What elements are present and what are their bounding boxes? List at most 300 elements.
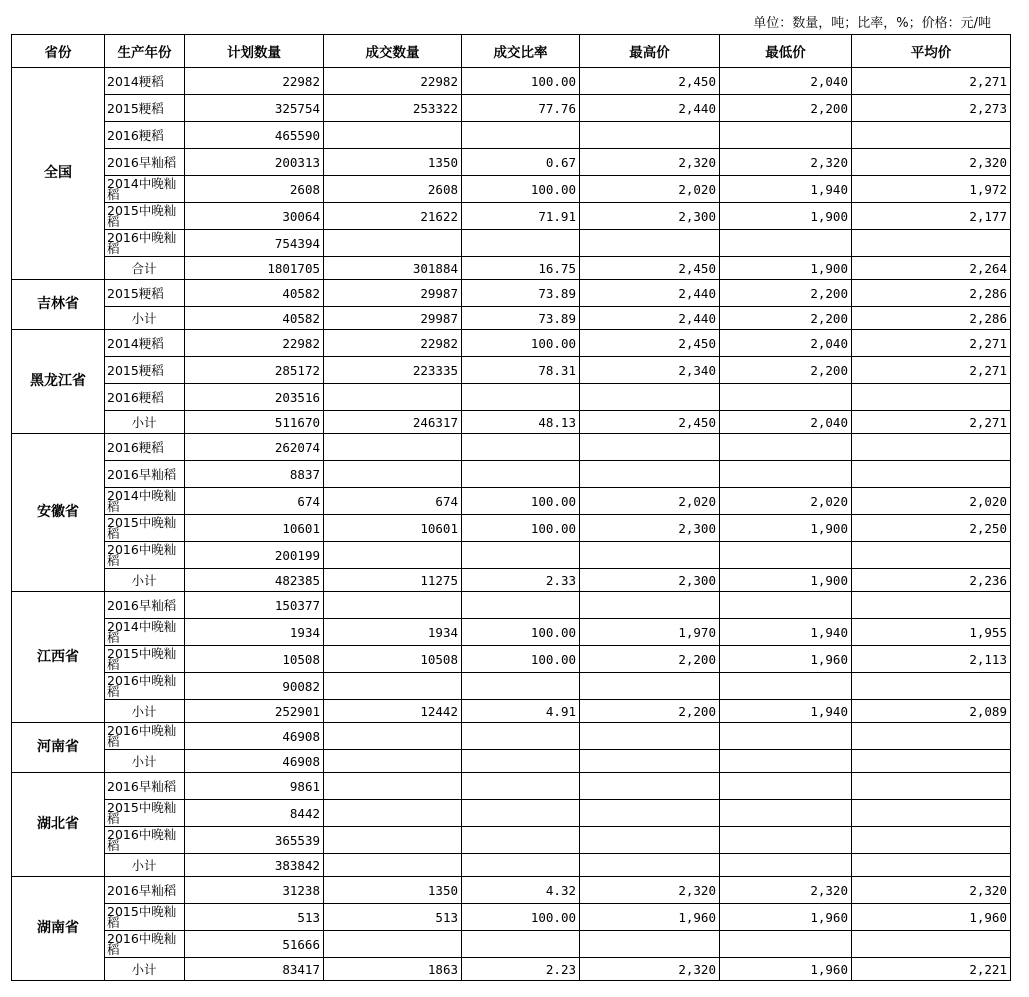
planned-cell: 10508 <box>185 646 324 673</box>
traded-cell <box>324 122 462 149</box>
traded-cell <box>324 931 462 958</box>
ratio-cell: 100.00 <box>462 176 580 203</box>
planned-cell: 200199 <box>185 542 324 569</box>
planned-cell: 383842 <box>185 854 324 877</box>
year-cell: 2016中晚籼稻 <box>105 230 185 257</box>
min-price-cell: 1,900 <box>720 569 852 592</box>
planned-cell: 200313 <box>185 149 324 176</box>
avg-price-cell: 2,221 <box>852 958 1011 981</box>
min-price-cell: 1,940 <box>720 700 852 723</box>
planned-cell: 46908 <box>185 750 324 773</box>
max-price-cell <box>580 931 720 958</box>
ratio-cell <box>462 230 580 257</box>
min-price-cell <box>720 773 852 800</box>
planned-cell: 8442 <box>185 800 324 827</box>
avg-price-cell: 2,271 <box>852 357 1011 384</box>
year-cell: 2016中晚籼稻 <box>105 673 185 700</box>
planned-cell: 482385 <box>185 569 324 592</box>
header-avg-price: 平均价 <box>852 35 1011 68</box>
planned-cell: 31238 <box>185 877 324 904</box>
max-price-cell: 2,450 <box>580 330 720 357</box>
year-cell: 小计 <box>105 307 185 330</box>
year-cell: 小计 <box>105 700 185 723</box>
traded-cell: 22982 <box>324 330 462 357</box>
header-min-price: 最低价 <box>720 35 852 68</box>
year-cell: 2015中晚籼稻 <box>105 800 185 827</box>
ratio-cell: 0.67 <box>462 149 580 176</box>
avg-price-cell <box>852 800 1011 827</box>
table-row <box>12 515 1011 542</box>
traded-cell <box>324 800 462 827</box>
table-row <box>12 461 1011 488</box>
max-price-cell: 2,300 <box>580 515 720 542</box>
avg-price-cell: 2,271 <box>852 68 1011 95</box>
min-price-cell <box>720 230 852 257</box>
min-price-cell <box>720 673 852 700</box>
traded-cell: 29987 <box>324 307 462 330</box>
table-row <box>12 257 1011 280</box>
ratio-cell: 2.33 <box>462 569 580 592</box>
min-price-cell <box>720 122 852 149</box>
max-price-cell: 2,020 <box>580 176 720 203</box>
ratio-cell: 100.00 <box>462 68 580 95</box>
auction-results-table <box>11 34 1011 981</box>
unit-note: 单位：数量，吨；比率，%；价格：元/吨 <box>753 16 991 31</box>
avg-price-cell <box>852 827 1011 854</box>
planned-cell: 40582 <box>185 307 324 330</box>
max-price-cell: 2,450 <box>580 411 720 434</box>
min-price-cell <box>720 592 852 619</box>
province-cell: 安徽省 <box>12 434 105 592</box>
avg-price-cell: 2,020 <box>852 488 1011 515</box>
traded-cell: 29987 <box>324 280 462 307</box>
max-price-cell <box>580 461 720 488</box>
min-price-cell <box>720 542 852 569</box>
planned-cell: 252901 <box>185 700 324 723</box>
min-price-cell: 2,040 <box>720 330 852 357</box>
avg-price-cell: 2,271 <box>852 411 1011 434</box>
avg-price-cell <box>852 384 1011 411</box>
table-row <box>12 931 1011 958</box>
traded-cell: 674 <box>324 488 462 515</box>
min-price-cell: 2,020 <box>720 488 852 515</box>
min-price-cell <box>720 827 852 854</box>
ratio-cell: 77.76 <box>462 95 580 122</box>
avg-price-cell <box>852 434 1011 461</box>
ratio-cell: 100.00 <box>462 904 580 931</box>
table-row <box>12 877 1011 904</box>
avg-price-cell: 1,955 <box>852 619 1011 646</box>
avg-price-cell: 2,113 <box>852 646 1011 673</box>
max-price-cell: 2,340 <box>580 357 720 384</box>
max-price-cell <box>580 854 720 877</box>
ratio-cell <box>462 434 580 461</box>
min-price-cell <box>720 854 852 877</box>
ratio-cell <box>462 800 580 827</box>
year-cell: 2016早籼稻 <box>105 461 185 488</box>
traded-cell: 1350 <box>324 149 462 176</box>
traded-cell <box>324 384 462 411</box>
avg-price-cell <box>852 461 1011 488</box>
avg-price-cell: 2,236 <box>852 569 1011 592</box>
year-cell: 2015粳稻 <box>105 95 185 122</box>
table-row <box>12 750 1011 773</box>
year-cell: 小计 <box>105 854 185 877</box>
ratio-cell <box>462 827 580 854</box>
table-row <box>12 619 1011 646</box>
traded-cell: 1350 <box>324 877 462 904</box>
province-cell: 湖北省 <box>12 773 105 877</box>
min-price-cell <box>720 750 852 773</box>
max-price-cell <box>580 750 720 773</box>
traded-cell <box>324 827 462 854</box>
avg-price-cell <box>852 230 1011 257</box>
province-cell: 湖南省 <box>12 877 105 981</box>
year-cell: 2015中晚籼稻 <box>105 646 185 673</box>
traded-cell: 22982 <box>324 68 462 95</box>
province-cell: 黑龙江省 <box>12 330 105 434</box>
header-year: 生产年份 <box>105 35 185 68</box>
table-row <box>12 542 1011 569</box>
planned-cell: 325754 <box>185 95 324 122</box>
min-price-cell: 2,040 <box>720 411 852 434</box>
min-price-cell: 2,200 <box>720 307 852 330</box>
year-cell: 2014中晚籼稻 <box>105 176 185 203</box>
table-row <box>12 723 1011 750</box>
header-traded: 成交数量 <box>324 35 462 68</box>
year-cell: 2016早籼稻 <box>105 773 185 800</box>
min-price-cell: 1,900 <box>720 257 852 280</box>
table-row <box>12 434 1011 461</box>
header-planned: 计划数量 <box>185 35 324 68</box>
ratio-cell: 4.32 <box>462 877 580 904</box>
planned-cell: 203516 <box>185 384 324 411</box>
min-price-cell: 2,040 <box>720 68 852 95</box>
traded-cell <box>324 854 462 877</box>
max-price-cell <box>580 122 720 149</box>
max-price-cell: 2,200 <box>580 646 720 673</box>
ratio-cell <box>462 773 580 800</box>
table-body <box>12 68 1011 981</box>
max-price-cell <box>580 384 720 411</box>
min-price-cell <box>720 384 852 411</box>
min-price-cell: 2,200 <box>720 280 852 307</box>
ratio-cell: 78.31 <box>462 357 580 384</box>
ratio-cell: 100.00 <box>462 330 580 357</box>
year-cell: 2014中晚籼稻 <box>105 619 185 646</box>
avg-price-cell <box>852 673 1011 700</box>
avg-price-cell: 1,972 <box>852 176 1011 203</box>
table-row <box>12 904 1011 931</box>
planned-cell: 2608 <box>185 176 324 203</box>
year-cell: 2016中晚籼稻 <box>105 931 185 958</box>
traded-cell <box>324 773 462 800</box>
ratio-cell: 16.75 <box>462 257 580 280</box>
year-cell: 小计 <box>105 411 185 434</box>
max-price-cell: 1,960 <box>580 904 720 931</box>
avg-price-cell <box>852 723 1011 750</box>
table-row <box>12 800 1011 827</box>
table-row <box>12 854 1011 877</box>
avg-price-cell: 2,089 <box>852 700 1011 723</box>
table-row <box>12 95 1011 122</box>
traded-cell <box>324 592 462 619</box>
ratio-cell <box>462 673 580 700</box>
max-price-cell: 2,320 <box>580 958 720 981</box>
max-price-cell: 2,440 <box>580 95 720 122</box>
year-cell: 小计 <box>105 958 185 981</box>
year-cell: 2014中晚籼稻 <box>105 488 185 515</box>
year-cell: 2016早籼稻 <box>105 592 185 619</box>
ratio-cell <box>462 384 580 411</box>
min-price-cell: 1,940 <box>720 176 852 203</box>
avg-price-cell <box>852 854 1011 877</box>
traded-cell: 1934 <box>324 619 462 646</box>
min-price-cell: 2,320 <box>720 149 852 176</box>
year-cell: 2016粳稻 <box>105 122 185 149</box>
year-cell: 2016粳稻 <box>105 434 185 461</box>
traded-cell: 301884 <box>324 257 462 280</box>
max-price-cell <box>580 542 720 569</box>
table-row <box>12 384 1011 411</box>
traded-cell: 223335 <box>324 357 462 384</box>
avg-price-cell <box>852 592 1011 619</box>
planned-cell: 8837 <box>185 461 324 488</box>
max-price-cell <box>580 723 720 750</box>
min-price-cell <box>720 931 852 958</box>
avg-price-cell: 2,264 <box>852 257 1011 280</box>
planned-cell: 511670 <box>185 411 324 434</box>
avg-price-cell <box>852 750 1011 773</box>
traded-cell <box>324 230 462 257</box>
planned-cell: 365539 <box>185 827 324 854</box>
planned-cell: 513 <box>185 904 324 931</box>
avg-price-cell: 2,286 <box>852 307 1011 330</box>
ratio-cell: 71.91 <box>462 203 580 230</box>
planned-cell: 22982 <box>185 68 324 95</box>
header-row <box>12 35 1011 68</box>
year-cell: 2016中晚籼稻 <box>105 542 185 569</box>
avg-price-cell <box>852 931 1011 958</box>
avg-price-cell <box>852 122 1011 149</box>
traded-cell: 2608 <box>324 176 462 203</box>
table-row <box>12 488 1011 515</box>
year-cell: 2014粳稻 <box>105 68 185 95</box>
planned-cell: 150377 <box>185 592 324 619</box>
traded-cell: 11275 <box>324 569 462 592</box>
planned-cell: 22982 <box>185 330 324 357</box>
year-cell: 2015中晚籼稻 <box>105 203 185 230</box>
min-price-cell: 1,960 <box>720 904 852 931</box>
table-row <box>12 773 1011 800</box>
planned-cell: 1934 <box>185 619 324 646</box>
table-row <box>12 176 1011 203</box>
avg-price-cell <box>852 542 1011 569</box>
avg-price-cell: 2,286 <box>852 280 1011 307</box>
province-cell: 全国 <box>12 68 105 280</box>
ratio-cell: 73.89 <box>462 280 580 307</box>
table-row <box>12 68 1011 95</box>
header-max-price: 最高价 <box>580 35 720 68</box>
year-cell: 2016早籼稻 <box>105 149 185 176</box>
avg-price-cell: 2,250 <box>852 515 1011 542</box>
max-price-cell <box>580 230 720 257</box>
traded-cell <box>324 461 462 488</box>
ratio-cell <box>462 592 580 619</box>
min-price-cell: 1,960 <box>720 958 852 981</box>
year-cell: 2014粳稻 <box>105 330 185 357</box>
avg-price-cell: 2,320 <box>852 149 1011 176</box>
header-province: 省份 <box>12 35 105 68</box>
table-row <box>12 700 1011 723</box>
planned-cell: 754394 <box>185 230 324 257</box>
ratio-cell <box>462 854 580 877</box>
table-row <box>12 230 1011 257</box>
ratio-cell: 100.00 <box>462 488 580 515</box>
table-row <box>12 411 1011 434</box>
year-cell: 2016粳稻 <box>105 384 185 411</box>
ratio-cell: 100.00 <box>462 515 580 542</box>
min-price-cell <box>720 461 852 488</box>
max-price-cell: 1,970 <box>580 619 720 646</box>
traded-cell <box>324 723 462 750</box>
table-row <box>12 569 1011 592</box>
year-cell: 2016中晚籼稻 <box>105 827 185 854</box>
year-cell: 2015中晚籼稻 <box>105 904 185 931</box>
planned-cell: 40582 <box>185 280 324 307</box>
table-row <box>12 330 1011 357</box>
avg-price-cell <box>852 773 1011 800</box>
table-row <box>12 122 1011 149</box>
planned-cell: 674 <box>185 488 324 515</box>
min-price-cell <box>720 723 852 750</box>
min-price-cell <box>720 434 852 461</box>
max-price-cell: 2,440 <box>580 280 720 307</box>
table-row <box>12 357 1011 384</box>
traded-cell <box>324 673 462 700</box>
planned-cell: 1801705 <box>185 257 324 280</box>
max-price-cell: 2,020 <box>580 488 720 515</box>
min-price-cell: 1,960 <box>720 646 852 673</box>
year-cell: 合计 <box>105 257 185 280</box>
avg-price-cell: 2,273 <box>852 95 1011 122</box>
planned-cell: 90082 <box>185 673 324 700</box>
planned-cell: 46908 <box>185 723 324 750</box>
max-price-cell <box>580 673 720 700</box>
table-row <box>12 280 1011 307</box>
planned-cell: 51666 <box>185 931 324 958</box>
max-price-cell: 2,200 <box>580 700 720 723</box>
min-price-cell: 2,200 <box>720 95 852 122</box>
max-price-cell: 2,300 <box>580 203 720 230</box>
year-cell: 2015粳稻 <box>105 280 185 307</box>
table-row <box>12 646 1011 673</box>
traded-cell: 10601 <box>324 515 462 542</box>
max-price-cell <box>580 434 720 461</box>
province-cell: 吉林省 <box>12 280 105 330</box>
province-cell: 江西省 <box>12 592 105 723</box>
planned-cell: 262074 <box>185 434 324 461</box>
min-price-cell: 1,900 <box>720 515 852 542</box>
traded-cell: 513 <box>324 904 462 931</box>
year-cell: 2015粳稻 <box>105 357 185 384</box>
table-row <box>12 307 1011 330</box>
traded-cell: 246317 <box>324 411 462 434</box>
ratio-cell: 100.00 <box>462 619 580 646</box>
max-price-cell: 2,300 <box>580 569 720 592</box>
traded-cell: 1863 <box>324 958 462 981</box>
planned-cell: 285172 <box>185 357 324 384</box>
ratio-cell <box>462 122 580 149</box>
traded-cell: 10508 <box>324 646 462 673</box>
ratio-cell <box>462 542 580 569</box>
max-price-cell: 2,450 <box>580 68 720 95</box>
ratio-cell: 48.13 <box>462 411 580 434</box>
table-row <box>12 827 1011 854</box>
province-cell: 河南省 <box>12 723 105 773</box>
year-cell: 2016早籼稻 <box>105 877 185 904</box>
ratio-cell <box>462 750 580 773</box>
traded-cell: 253322 <box>324 95 462 122</box>
avg-price-cell: 2,177 <box>852 203 1011 230</box>
planned-cell: 10601 <box>185 515 324 542</box>
table-row <box>12 203 1011 230</box>
avg-price-cell: 2,271 <box>852 330 1011 357</box>
max-price-cell <box>580 827 720 854</box>
min-price-cell: 1,900 <box>720 203 852 230</box>
planned-cell: 83417 <box>185 958 324 981</box>
table-row <box>12 149 1011 176</box>
traded-cell: 12442 <box>324 700 462 723</box>
year-cell: 2015中晚籼稻 <box>105 515 185 542</box>
traded-cell: 21622 <box>324 203 462 230</box>
min-price-cell: 2,320 <box>720 877 852 904</box>
ratio-cell: 2.23 <box>462 958 580 981</box>
table-row <box>12 592 1011 619</box>
planned-cell: 9861 <box>185 773 324 800</box>
year-cell: 小计 <box>105 569 185 592</box>
traded-cell <box>324 542 462 569</box>
max-price-cell: 2,440 <box>580 307 720 330</box>
max-price-cell <box>580 800 720 827</box>
max-price-cell: 2,320 <box>580 149 720 176</box>
min-price-cell: 1,940 <box>720 619 852 646</box>
min-price-cell <box>720 800 852 827</box>
ratio-cell <box>462 931 580 958</box>
header-ratio: 成交比率 <box>462 35 580 68</box>
ratio-cell: 4.91 <box>462 700 580 723</box>
ratio-cell: 100.00 <box>462 646 580 673</box>
traded-cell <box>324 434 462 461</box>
ratio-cell <box>462 461 580 488</box>
max-price-cell: 2,320 <box>580 877 720 904</box>
max-price-cell <box>580 773 720 800</box>
avg-price-cell: 2,320 <box>852 877 1011 904</box>
traded-cell <box>324 750 462 773</box>
planned-cell: 30064 <box>185 203 324 230</box>
ratio-cell <box>462 723 580 750</box>
planned-cell: 465590 <box>185 122 324 149</box>
avg-price-cell: 1,960 <box>852 904 1011 931</box>
max-price-cell <box>580 592 720 619</box>
ratio-cell: 73.89 <box>462 307 580 330</box>
table-row <box>12 958 1011 981</box>
min-price-cell: 2,200 <box>720 357 852 384</box>
year-cell: 2016中晚籼稻 <box>105 723 185 750</box>
table-row <box>12 673 1011 700</box>
max-price-cell: 2,450 <box>580 257 720 280</box>
year-cell: 小计 <box>105 750 185 773</box>
